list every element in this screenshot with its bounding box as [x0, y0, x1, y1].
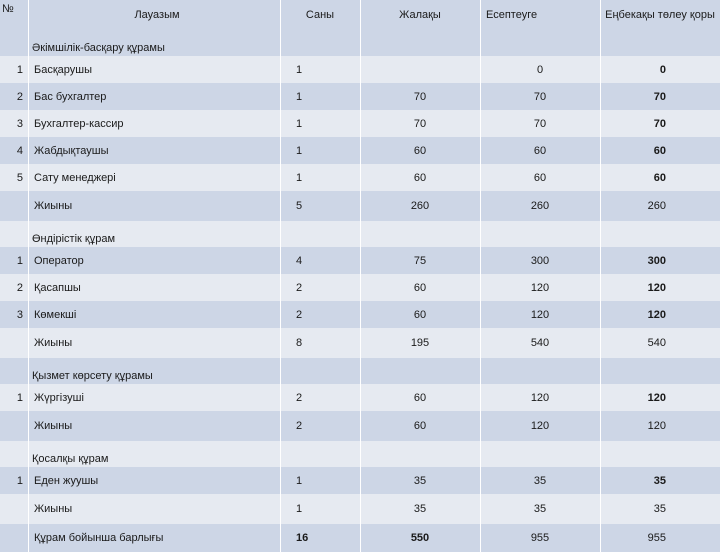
accounting-cell: 120: [530, 308, 550, 321]
subtotal-label: Жиыны: [34, 503, 73, 515]
column-divider: [360, 0, 361, 552]
subtotal-fund: 260: [647, 200, 666, 212]
salary-cell: 35: [413, 474, 427, 487]
count-cell: 4: [296, 254, 303, 267]
fund-cell: 70: [653, 90, 666, 103]
subtotal-salary: 35: [413, 503, 427, 515]
subtotal-fund: 540: [647, 337, 666, 349]
grand-total-fund: 955: [647, 532, 666, 544]
header-fund: Еңбекақы төлеу қоры: [605, 9, 715, 21]
row-number: 4: [16, 144, 23, 157]
row-number: 1: [16, 474, 23, 487]
fund-cell: 300: [647, 254, 666, 267]
column-divider: [480, 0, 481, 552]
subtotal-fund: 35: [653, 503, 666, 515]
fund-cell: 0: [659, 63, 666, 76]
fund-cell: 60: [653, 144, 666, 157]
header-salary: Жалақы: [399, 9, 441, 21]
position-name: Сату менеджері: [34, 171, 116, 184]
count-cell: 1: [296, 144, 303, 157]
salary-cell: 60: [413, 308, 427, 321]
position-name: Еден жуушы: [34, 474, 99, 487]
column-divider: [28, 0, 29, 552]
subtotal-salary: 260: [410, 200, 430, 212]
subtotal-accounting: 540: [530, 337, 550, 349]
accounting-cell: 60: [533, 144, 547, 157]
subtotal-count: 5: [296, 200, 303, 212]
subtotal-accounting: 260: [530, 200, 550, 212]
count-cell: 1: [296, 171, 303, 184]
position-name: Басқарушы: [34, 63, 92, 76]
row-number: 1: [16, 63, 23, 76]
subtotal-count: 8: [296, 337, 303, 349]
section-title: Өндірістік құрам: [32, 233, 116, 245]
section-title: Әкімшілік-басқару құрамы: [32, 42, 165, 54]
salary-cell: 60: [413, 144, 427, 157]
section-title: Қызмет көрсету құрамы: [32, 370, 153, 382]
position-name: Оператор: [34, 254, 84, 267]
position-name: Жабдықтаушы: [34, 144, 109, 157]
position-name: Көмекші: [34, 308, 77, 321]
subtotal-accounting: 120: [530, 420, 550, 432]
row-number: 3: [16, 117, 23, 130]
subtotal-count: 1: [296, 503, 303, 515]
header-position: Лауазым: [134, 9, 180, 21]
count-cell: 2: [296, 281, 303, 294]
section-title: Қосалқы құрам: [32, 453, 109, 465]
salary-cell: 60: [413, 171, 427, 184]
subtotal-label: Жиыны: [34, 200, 73, 212]
fund-cell: 120: [647, 391, 666, 404]
count-cell: 1: [296, 90, 303, 103]
fund-cell: 120: [647, 281, 666, 294]
position-name: Бухгалтер-кассир: [34, 117, 124, 130]
column-divider: [280, 0, 281, 552]
subtotal-count: 2: [296, 420, 303, 432]
row-number: 3: [16, 308, 23, 321]
subtotal-salary: 60: [413, 420, 427, 432]
grand-total-accounting: 955: [530, 532, 550, 544]
header-no: №: [2, 3, 14, 15]
subtotal-accounting: 35: [533, 503, 547, 515]
fund-cell: 60: [653, 171, 666, 184]
salary-cell: 70: [413, 90, 427, 103]
row-number: 2: [16, 281, 23, 294]
grand-total-count: 16: [296, 532, 309, 544]
salary-cell: 60: [413, 391, 427, 404]
accounting-cell: 60: [533, 171, 547, 184]
accounting-cell: 70: [533, 90, 547, 103]
fund-cell: 70: [653, 117, 666, 130]
subtotal-label: Жиыны: [34, 337, 73, 349]
count-cell: 2: [296, 308, 303, 321]
row-number: 1: [16, 254, 23, 267]
subtotal-salary: 195: [410, 337, 430, 349]
count-cell: 1: [296, 117, 303, 130]
row-number: 5: [16, 171, 23, 184]
accounting-cell: 120: [530, 281, 550, 294]
position-name: Бас бухгалтер: [34, 90, 107, 103]
accounting-cell: 120: [530, 391, 550, 404]
fund-cell: 120: [647, 308, 666, 321]
subtotal-fund: 120: [647, 420, 666, 432]
header-count: Саны: [305, 9, 335, 21]
subtotal-label: Жиыны: [34, 420, 73, 432]
count-cell: 1: [296, 63, 303, 76]
column-divider: [600, 0, 601, 552]
accounting-cell: 0: [536, 63, 544, 76]
header-accounting: Есептеуге: [486, 9, 538, 21]
row-number: 1: [16, 391, 23, 404]
salary-cell: [360, 56, 480, 83]
accounting-cell: 300: [530, 254, 550, 267]
accounting-cell: 70: [533, 117, 547, 130]
position-name: Жүргізуші: [34, 391, 84, 404]
salary-cell: 75: [413, 254, 427, 267]
salary-cell: 60: [413, 281, 427, 294]
accounting-cell: 35: [533, 474, 547, 487]
position-name: Қасапшы: [34, 281, 81, 294]
row-number: 2: [16, 90, 23, 103]
count-cell: 1: [296, 474, 303, 487]
grand-total-label: Құрам бойынша барлығы: [34, 532, 164, 544]
salary-cell: 70: [413, 117, 427, 130]
count-cell: 2: [296, 391, 303, 404]
grand-total-salary: 550: [410, 532, 430, 544]
fund-cell: 35: [653, 474, 666, 487]
